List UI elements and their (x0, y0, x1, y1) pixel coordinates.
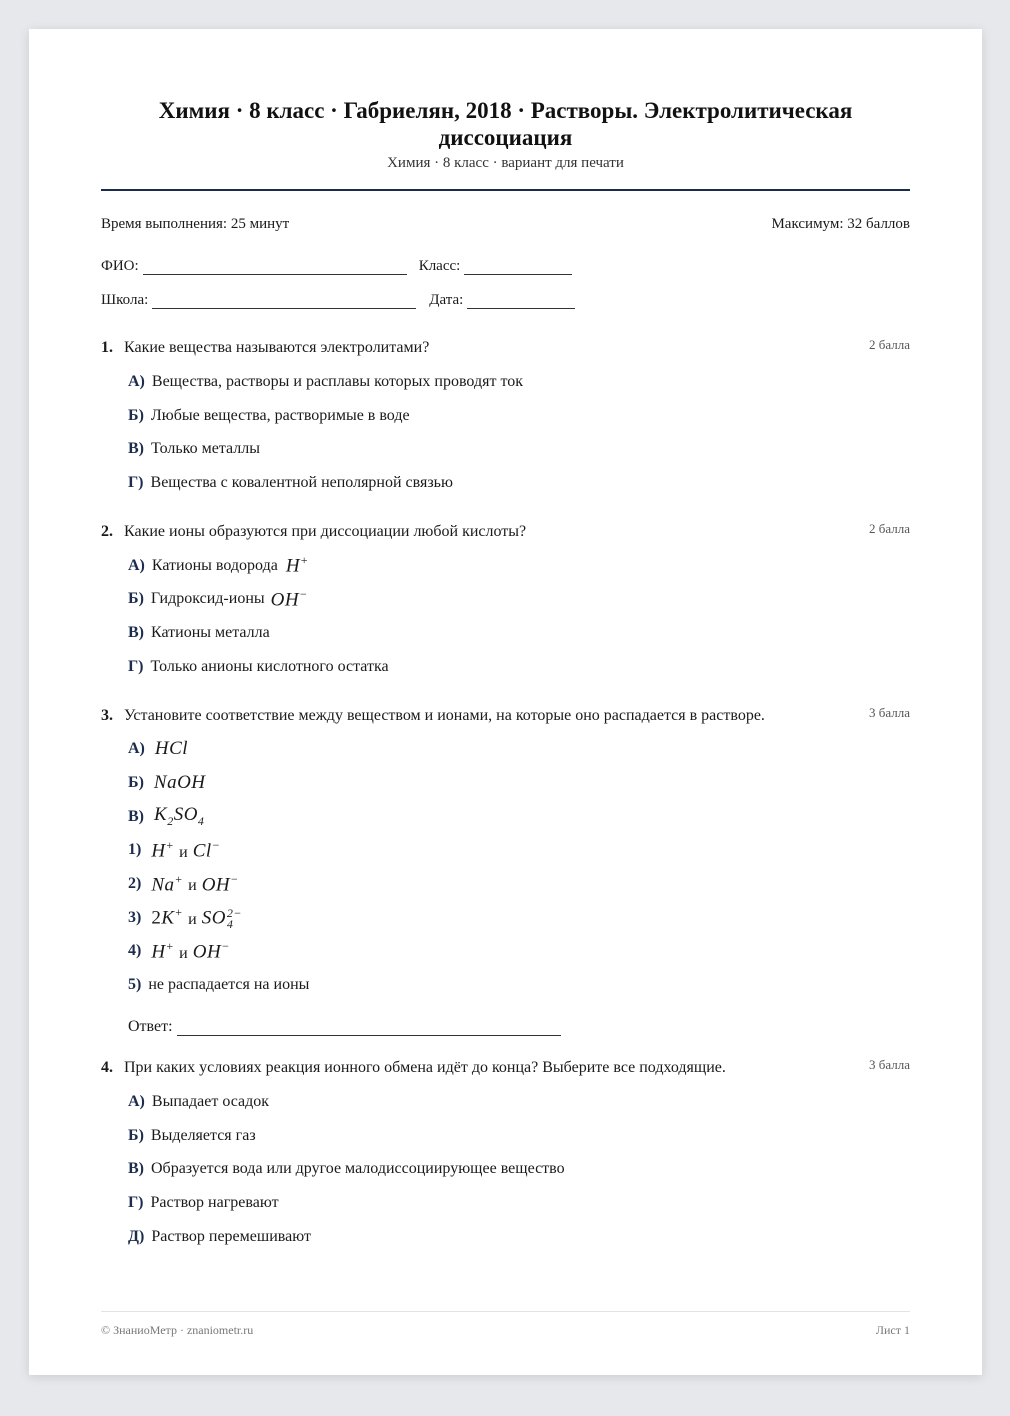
option-b[interactable] (128, 399, 910, 433)
footer-copyright: © ЗнаниоМетр · znaniometr.ru (101, 1323, 254, 1337)
questions-list (101, 337, 910, 1253)
option-key: А) (128, 1092, 145, 1110)
ions-5 (128, 968, 910, 1002)
option-key: Б) (128, 406, 144, 424)
options-list (128, 549, 910, 684)
question-points: 2 балла (869, 337, 910, 352)
question-2 (101, 521, 910, 684)
question-number: 2. (101, 522, 113, 540)
class-line[interactable] (464, 259, 572, 275)
option-v[interactable] (128, 616, 910, 650)
question-header (101, 705, 910, 727)
option-key: Б) (128, 590, 144, 608)
formula: 2K+ и SO 2− 4 (151, 905, 243, 932)
question-1 (101, 337, 910, 500)
option-text: Раствор нагревают (150, 1193, 279, 1211)
fio-label: ФИО: (101, 258, 139, 274)
substance-b (128, 766, 910, 800)
option-a[interactable] (128, 365, 910, 399)
option-text: Только анионы кислотного остатка (150, 657, 389, 675)
option-d[interactable] (128, 1220, 910, 1254)
school-line[interactable] (152, 293, 416, 309)
option-v[interactable] (128, 432, 910, 466)
option-text: Только металлы (151, 440, 260, 458)
option-key: Д) (128, 1227, 145, 1245)
option-key: В) (128, 623, 144, 641)
formula: NaOH (153, 772, 206, 794)
formula: OH− (270, 587, 308, 611)
option-g[interactable] (128, 466, 910, 500)
max-score: Максимум: 32 баллов (771, 216, 910, 232)
student-fields (101, 241, 910, 309)
option-text: Любые вещества, растворимые в воде (150, 406, 410, 424)
item-key: 1) (128, 841, 142, 859)
matching-list (128, 733, 910, 1037)
meta-row (101, 216, 910, 233)
option-g[interactable] (128, 1186, 910, 1220)
formula: H+ и OH− (151, 939, 230, 963)
field-row-2 (101, 275, 910, 309)
item-key: Б) (128, 774, 144, 792)
option-key: Б) (128, 1126, 144, 1144)
option-key: В) (128, 1160, 144, 1178)
option-text: не распадается на ионы (148, 976, 310, 994)
option-a[interactable] (128, 1085, 910, 1119)
question-text: Установите соответствие между веществом и ионами, на которые оно распадается в растворе. (124, 706, 765, 724)
answer-row (128, 1002, 910, 1036)
question-points: 3 балла (869, 1057, 910, 1072)
question-header (101, 1057, 910, 1079)
page-title: Химия · 8 класс · Габриелян, 2018 · Растворы. Электролитическая диссоциация (158, 98, 853, 150)
option-key: А) (128, 556, 145, 574)
question-number: 4. (101, 1059, 113, 1076)
item-key: 2) (128, 875, 142, 893)
option-text: Вещества с ковалентной неполярной связью (150, 473, 453, 491)
question-3 (101, 705, 910, 1037)
question-points: 3 балла (869, 704, 910, 720)
question-header (101, 337, 910, 359)
formula: Na+ и OH− (151, 871, 239, 896)
question-text: При каких условиях реакция ионного обмена идёт до конца? Выберите все подходящие. (124, 1059, 726, 1076)
header-divider (101, 189, 910, 191)
option-text: Катионы металла (151, 623, 270, 641)
substance-a (128, 733, 910, 767)
option-text: Вещества, растворы и расплавы которых проводят ток (151, 372, 524, 390)
page-footer (101, 1311, 910, 1338)
option-text: Выделяется газ (150, 1126, 256, 1144)
question-points: 2 балла (869, 520, 910, 536)
ions-4 (128, 935, 910, 969)
option-text: Гидроксид-ионы (150, 590, 265, 608)
option-a[interactable] (128, 549, 910, 583)
worksheet-page (29, 29, 982, 1375)
option-key: Г) (128, 1193, 144, 1211)
question-text: Какие ионы образуются при диссоциации любой кислоты? (124, 522, 527, 540)
page-subtitle: Химия · 8 класс · вариант для печати (387, 155, 624, 171)
formula: H+ и Cl− (151, 838, 221, 862)
option-g[interactable] (128, 650, 910, 684)
question-4 (101, 1057, 910, 1253)
options-list (128, 365, 910, 500)
option-key: А) (128, 372, 145, 390)
ions-3 (128, 901, 910, 935)
option-text: Выпадает осадок (151, 1092, 270, 1110)
class-label: Класс: (418, 258, 461, 274)
question-number: 1. (101, 339, 113, 356)
time-limit: Время выполнения: 25 минут (101, 216, 290, 232)
option-b[interactable] (128, 582, 910, 616)
formula: $K_2SO_4$ (154, 804, 205, 829)
formula: HCl (154, 738, 189, 760)
school-label: Школа: (101, 292, 149, 308)
substance-v (128, 800, 910, 834)
item-key: А) (128, 740, 145, 758)
option-key: Г) (128, 657, 144, 675)
formula: H+ (285, 553, 309, 577)
fio-line[interactable] (143, 259, 407, 275)
option-key: В) (128, 440, 144, 458)
question-number: 3. (101, 706, 113, 724)
item-key: 3) (128, 908, 142, 926)
date-line[interactable] (467, 293, 575, 309)
options-list (128, 1085, 910, 1253)
option-v[interactable] (128, 1152, 910, 1186)
answer-label: Ответ: (128, 1018, 173, 1035)
option-text: Раствор перемешивают (151, 1227, 311, 1245)
answer-line[interactable] (177, 1020, 561, 1036)
option-key: Г) (128, 473, 144, 491)
item-key: 5) (128, 976, 142, 994)
ions-1 (128, 834, 910, 868)
item-key: В) (128, 807, 144, 825)
option-text: Катионы водорода (151, 556, 278, 574)
option-b[interactable] (128, 1119, 910, 1153)
date-label: Дата: (429, 292, 464, 308)
field-row-1 (101, 241, 910, 275)
ions-2 (128, 867, 910, 901)
page-number: Лист 1 (875, 1323, 910, 1337)
option-text: Образуется вода или другое малодиссоциирующее вещество (151, 1160, 565, 1178)
question-text: Какие вещества называются электролитами? (124, 339, 430, 356)
item-key: 4) (128, 942, 142, 960)
question-header (101, 521, 910, 543)
